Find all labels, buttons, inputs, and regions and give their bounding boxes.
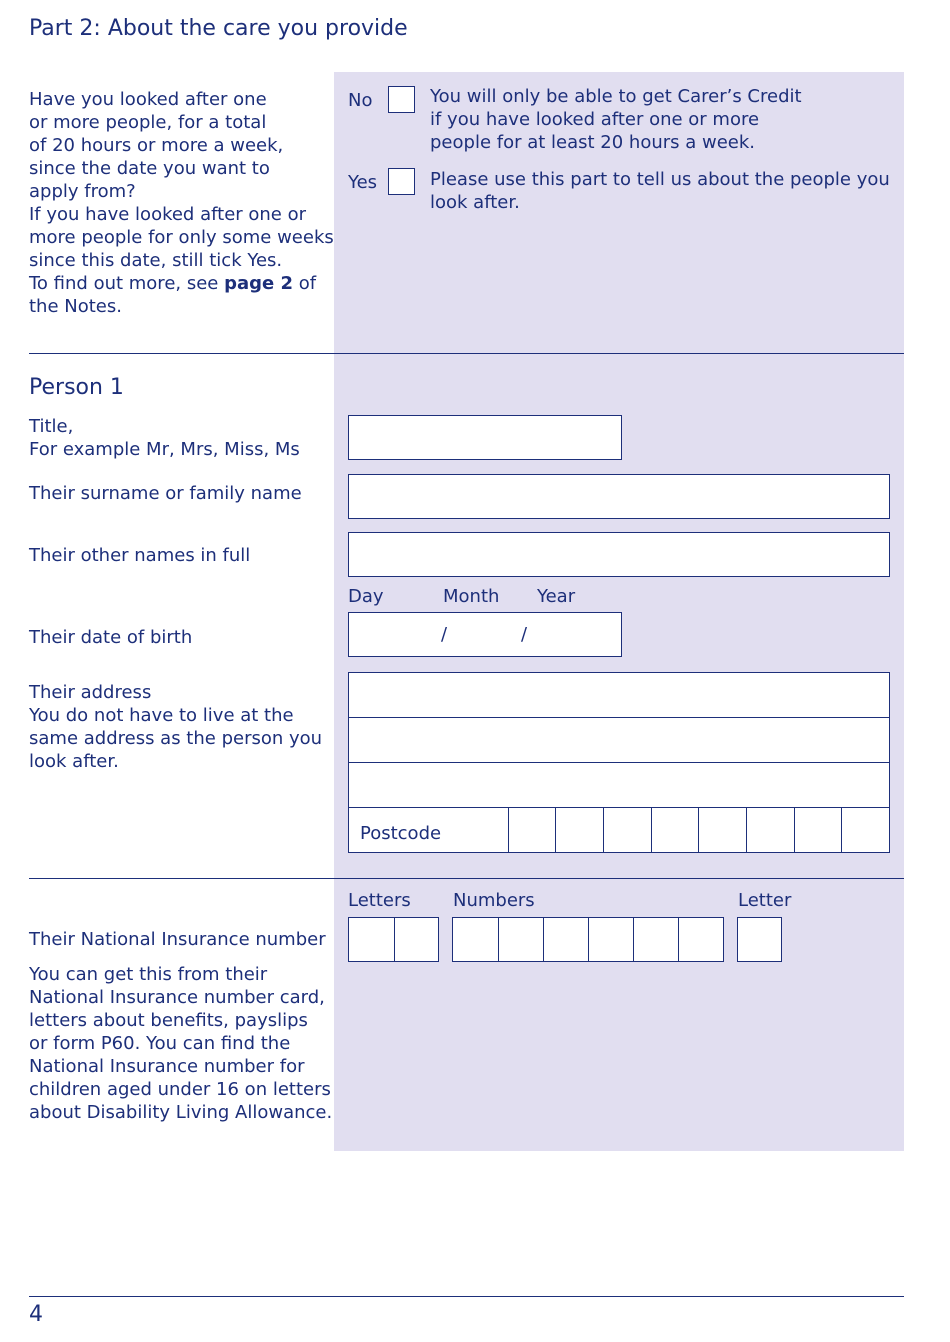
address-line-2-input[interactable] [348,717,890,763]
no-checkbox[interactable] [388,86,415,113]
dob-separator: / [521,624,528,645]
ni-help-line: children aged under 16 on letters [29,1079,331,1100]
yes-checkbox[interactable] [388,168,415,195]
question-line: or more people, for a total [29,112,267,133]
ni-digit-box[interactable] [543,918,589,961]
question-line: Have you looked after one [29,89,267,110]
title-input[interactable] [348,415,622,460]
ni-letters-group [348,917,439,962]
yes-label: Yes [348,172,378,193]
no-explanation-line: people for at least 20 hours a week. [430,132,756,153]
find-prefix: To find out more, see [29,273,219,294]
no-label: No [348,90,373,111]
care-question [29,88,334,318]
find-out-more-end: the Notes. [29,296,122,317]
ni-numbers-group [452,917,724,962]
ni-letter-label: Letter [738,890,792,911]
no-explanation-line: if you have looked after one or more [430,109,760,130]
yes-explanation [430,168,890,214]
ni-letter-box[interactable] [394,918,440,961]
address-label-line: You do not have to live at the [29,705,294,726]
question-line: apply from? [29,181,136,202]
other-names-input[interactable] [348,532,890,577]
page-number: 4 [29,1302,43,1327]
no-explanation-line: You will only be able to get Carer’s Credit [430,86,802,107]
yes-explanation-line: Please use this part to tell us about the people you [430,169,890,190]
ni-digit-box[interactable] [678,918,724,961]
ni-help-line: You can get this from their [29,964,268,985]
ni-help-line: letters about benefits, payslips [29,1010,308,1031]
person-heading: Person 1 [29,375,124,400]
ni-help-line: National Insurance number for [29,1056,305,1077]
address-line-1-input[interactable] [348,672,890,718]
postcode-row [348,807,890,853]
page-title: Part 2: About the care you provide [29,16,408,41]
postcode-char-box[interactable] [651,808,699,852]
no-explanation [430,85,802,154]
ni-label: Their National Insurance number [29,929,326,950]
surname-input[interactable] [348,474,890,519]
ni-help-line: about Disability Living Allowance. [29,1102,333,1123]
dob-label: Their date of birth [29,627,193,648]
title-label [29,415,300,461]
postcode-char-box[interactable] [746,808,795,852]
ni-final-letter-box[interactable] [737,917,782,962]
address-label-line: same address as the person you [29,728,323,749]
ni-help [29,963,332,1124]
postcode-char-box[interactable] [508,808,556,852]
question-line: of 20 hours or more a week, [29,135,284,156]
question-line: If you have looked after one or [29,204,307,225]
dob-input[interactable] [348,612,622,657]
address-line-3-input[interactable] [348,762,890,808]
ni-numbers-label: Numbers [453,890,535,911]
dob-year-label: Year [537,586,576,607]
find-suffix: of [298,273,317,294]
surname-label: Their surname or family name [29,483,302,504]
question-line: since this date, still tick Yes. [29,250,283,271]
ni-help-line: or form P60. You can find the [29,1033,291,1054]
postcode-char-box[interactable] [794,808,842,852]
postcode-char-box[interactable] [841,808,890,852]
ni-digit-box[interactable] [498,918,544,961]
postcode-char-box[interactable] [555,808,604,852]
question-line: more people for only some weeks [29,227,334,248]
notes-page-ref: page 2 [224,273,294,294]
section-divider [29,353,904,354]
question-line: since the date you want to [29,158,270,179]
dob-day-label: Day [348,586,384,607]
section-divider [29,878,904,879]
address-label-line: Their address [29,682,152,703]
ni-letters-label: Letters [348,890,411,911]
title-label-line: For example Mr, Mrs, Miss, Ms [29,439,300,460]
yes-explanation-line: look after. [430,192,520,213]
ni-digit-box[interactable] [588,918,634,961]
postcode-label: Postcode [360,823,442,844]
find-out-more [29,272,334,295]
footer-rule [29,1296,904,1297]
postcode-char-box[interactable] [603,808,652,852]
other-names-label: Their other names in full [29,545,251,566]
postcode-char-box[interactable] [698,808,747,852]
address-label [29,681,322,773]
dob-month-label: Month [443,586,500,607]
ni-help-line: National Insurance number card, [29,987,325,1008]
title-label-line: Title, [29,416,74,437]
dob-separator: / [441,624,448,645]
ni-digit-box[interactable] [633,918,679,961]
address-label-line: look after. [29,751,119,772]
